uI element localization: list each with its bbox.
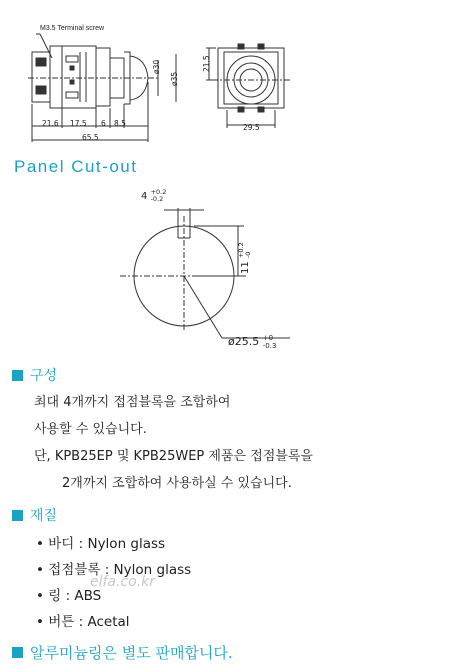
- bullet-square: [12, 647, 23, 658]
- dim-6: 6: [101, 119, 106, 128]
- slot-tol-lower: -0.2: [150, 195, 164, 203]
- diameter-value: ø25.5: [228, 335, 260, 348]
- composition-line-3: 단, KPB25EP 및 KPB25WEP 제품은 접점블록을: [34, 449, 313, 464]
- dim-65-5: 65.5: [82, 133, 99, 142]
- watermark: elfa.co.kr: [90, 574, 156, 590]
- composition-line-4: 2개까지 조합하여 사용하실 수 있습니다.: [62, 476, 292, 491]
- dim-21-6: 21.6: [42, 119, 59, 128]
- dim-8-5: 8.5: [114, 119, 126, 128]
- height-value: 11: [240, 261, 251, 274]
- height-tolerance: [238, 242, 252, 258]
- screw-label: M3.5 Terminal screw: [40, 25, 105, 32]
- material-item-body: • 바디 : Nylon glass: [36, 536, 166, 552]
- slot-width-dim: [141, 189, 166, 203]
- material-heading: [12, 505, 57, 525]
- material-item-ring: • 링 : ABS: [36, 588, 102, 604]
- dim-21-5: 21.5: [202, 55, 211, 72]
- panel-cutout-title: Panel Cut-out: [14, 157, 138, 176]
- material-item-contact-block: • 접점블록 : Nylon glass: [36, 562, 192, 578]
- dim-29-5: 29.5: [243, 123, 260, 132]
- aluminum-ring-note: [12, 642, 233, 663]
- height-tol-upper: +0.2: [237, 242, 245, 259]
- slot-tolerance: [151, 189, 167, 203]
- dia-tol-lower: -0.3: [262, 342, 277, 350]
- dim-dia-30: ø30: [152, 59, 161, 74]
- diameter-tolerance: [263, 334, 277, 350]
- composition-line-1: 최대 4개까지 접점블록을 조합하여: [34, 395, 231, 410]
- aluminum-ring-note-text: 알루미늄링은 별도 판매합니다.: [30, 644, 233, 662]
- material-heading-label: 재질: [30, 508, 58, 524]
- composition-line-2: 사용할 수 있습니다.: [34, 422, 147, 437]
- diameter-dim: [228, 334, 276, 350]
- dia-tol-upper: +0: [262, 334, 274, 342]
- bullet-square: [12, 370, 23, 381]
- height-dim: [238, 242, 252, 274]
- composition-heading: [12, 365, 57, 385]
- material-item-button: • 버튼 : Acetal: [36, 614, 130, 630]
- slot-width: 4: [141, 191, 148, 202]
- composition-heading-label: 구성: [30, 368, 58, 384]
- bullet-square: [12, 510, 23, 521]
- dim-dia-35: ø35: [170, 71, 179, 86]
- dim-17-5: 17.5: [70, 119, 87, 128]
- slot-tol-upper: +0.2: [150, 188, 167, 196]
- height-tol-lower: -0: [244, 251, 252, 259]
